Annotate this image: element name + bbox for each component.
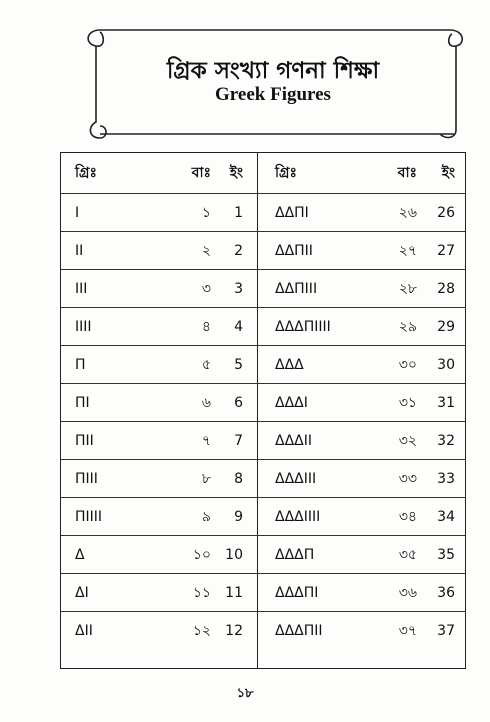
bangla-numeral: ৪ (201, 318, 211, 335)
english-numeral: 29 (437, 318, 455, 335)
greek-numeral: ΔΔΔΠI (275, 584, 319, 601)
bangla-numeral: ৩০ (398, 356, 417, 373)
header-bangla-right: বাঃ (397, 165, 417, 181)
english-numeral: 37 (437, 622, 455, 639)
bangla-numeral: ৮ (201, 470, 211, 487)
english-numeral: 32 (437, 432, 455, 449)
english-numeral: 9 (234, 508, 243, 525)
header-greek-left: গ্রিঃ (75, 165, 97, 181)
bangla-numeral: ২৬ (398, 204, 417, 221)
table-row (61, 535, 465, 573)
english-numeral: 36 (437, 584, 455, 601)
greek-numeral: ΔΔΠI (275, 204, 309, 221)
greek-numeral: ΔI (75, 584, 89, 601)
page-subtitle: Greek Figures (215, 84, 331, 105)
greek-numeral: Δ (75, 546, 85, 563)
header-english-right: ইং (441, 165, 455, 181)
greek-numeral: ΠI (75, 394, 90, 411)
bangla-numeral: ৩৬ (398, 584, 417, 601)
table-row (61, 269, 465, 307)
bangla-numeral: ৩১ (398, 394, 417, 411)
header-bangla-left: বাঃ (191, 165, 211, 181)
table-row (61, 193, 465, 231)
table-row (61, 497, 465, 535)
english-numeral: 6 (234, 394, 243, 411)
greek-numeral: ΔΔΔIIII (275, 508, 321, 525)
table-row (61, 383, 465, 421)
header-greek-right: গ্রিঃ (275, 165, 297, 181)
table-row (61, 459, 465, 497)
english-numeral: 26 (437, 204, 455, 221)
english-numeral: 27 (437, 242, 455, 259)
table-header-row (61, 153, 465, 193)
page-number: ১৮ (236, 686, 254, 701)
table-row (61, 307, 465, 345)
bangla-numeral: ৫ (201, 356, 211, 373)
greek-numeral: ΠII (75, 432, 94, 449)
greek-numeral: IIII (75, 318, 92, 335)
bangla-numeral: ২৭ (398, 242, 417, 259)
header-english-left: ইং (229, 165, 243, 181)
english-numeral: 12 (225, 622, 243, 639)
greek-figures-table (60, 152, 466, 669)
greek-numeral: III (75, 280, 88, 297)
greek-numeral: ΔΔΔIII (275, 470, 317, 487)
english-numeral: 34 (437, 508, 455, 525)
greek-numeral: ΔΔΔ (275, 356, 304, 373)
english-numeral: 1 (234, 204, 243, 221)
english-numeral: 11 (225, 584, 243, 601)
bangla-numeral: ৬ (201, 394, 211, 411)
bangla-numeral: ১২ (192, 622, 211, 639)
english-numeral: 35 (437, 546, 455, 563)
greek-numeral: ΠIII (75, 470, 98, 487)
english-numeral: 3 (234, 280, 243, 297)
table-row (61, 345, 465, 383)
english-numeral: 33 (437, 470, 455, 487)
greek-numeral: Π (75, 356, 86, 373)
english-numeral: 4 (234, 318, 243, 335)
greek-numeral: I (75, 204, 80, 221)
table-row (61, 611, 465, 649)
bangla-numeral: ৩৫ (398, 546, 417, 563)
english-numeral: 10 (225, 546, 243, 563)
greek-numeral: ΔΔΔΠIIII (275, 318, 331, 335)
greek-numeral: ΔΔΠII (275, 242, 313, 259)
greek-numeral: ΔΔΔII (275, 432, 312, 449)
english-numeral: 7 (234, 432, 243, 449)
bangla-numeral: ২ (201, 242, 211, 259)
title-banner (78, 22, 468, 144)
bangla-numeral: ৩৪ (398, 508, 417, 525)
greek-numeral: ΔΔΠIII (275, 280, 318, 297)
table-row (61, 231, 465, 269)
english-numeral: 5 (234, 356, 243, 373)
bangla-numeral: ১১ (192, 584, 211, 601)
greek-numeral: ΔII (75, 622, 93, 639)
table-row (61, 421, 465, 459)
english-numeral: 30 (437, 356, 455, 373)
greek-numeral: ΔΔΔΠII (275, 622, 323, 639)
english-numeral: 2 (234, 242, 243, 259)
greek-numeral: ΠIIII (75, 508, 103, 525)
greek-numeral: II (75, 242, 84, 259)
bangla-numeral: ৩ (201, 280, 211, 297)
page-title: গ্রিক সংখ্যা গণনা শিক্ষা (166, 58, 380, 84)
bangla-numeral: ২৮ (398, 280, 417, 297)
bangla-numeral: ৯ (201, 508, 211, 525)
bangla-numeral: ৩৭ (398, 622, 417, 639)
english-numeral: 28 (437, 280, 455, 297)
table-row (61, 573, 465, 611)
bangla-numeral: ১০ (192, 546, 211, 563)
bangla-numeral: ৩৩ (398, 470, 417, 487)
bangla-numeral: ১ (201, 204, 211, 221)
bangla-numeral: ৩২ (398, 432, 417, 449)
english-numeral: 31 (437, 394, 455, 411)
greek-numeral: ΔΔΔI (275, 394, 308, 411)
english-numeral: 8 (234, 470, 243, 487)
bangla-numeral: ৭ (201, 432, 211, 449)
greek-numeral: ΔΔΔΠ (275, 546, 315, 563)
bangla-numeral: ২৯ (398, 318, 417, 335)
